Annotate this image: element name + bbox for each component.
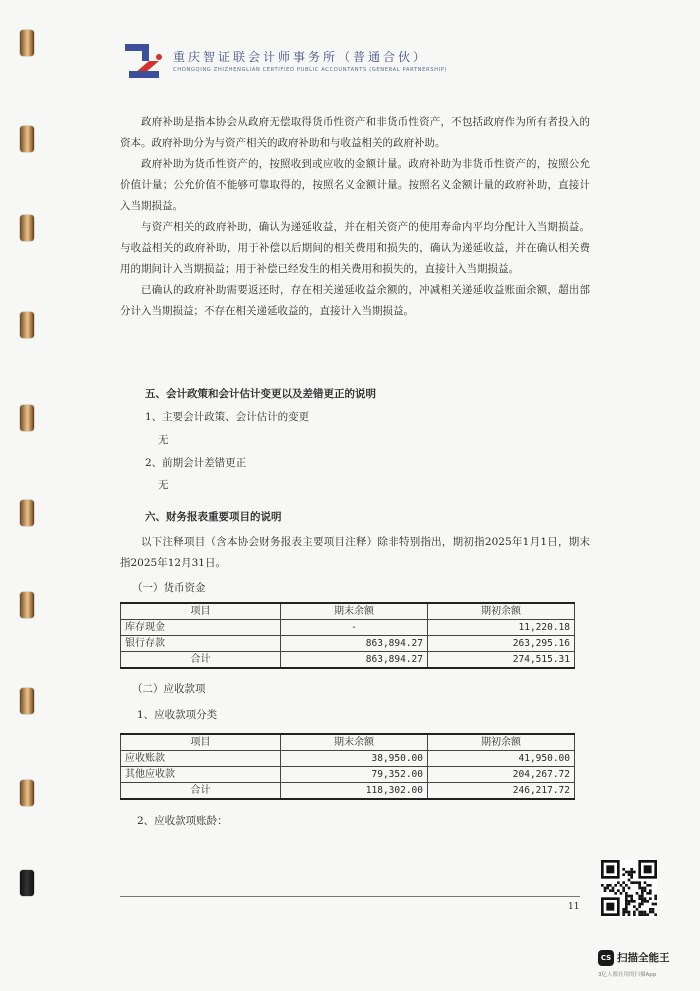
binding-hole	[20, 215, 34, 241]
section-5-item-1: 1、主要会计政策、会计估计的变更	[145, 411, 310, 423]
section-5-item-2: 2、前期会计差错更正	[145, 457, 247, 469]
row-label: 银行存款	[121, 636, 281, 652]
binding-hole	[20, 126, 34, 152]
column-header: 期末余额	[281, 603, 428, 620]
opening-balance-total: 246,217.72	[428, 783, 575, 800]
ending-balance-total: 118,302.00	[281, 783, 428, 800]
firm-logo-icon	[125, 44, 163, 80]
opening-balance-total: 274,515.31	[428, 652, 575, 669]
grant-policy-text	[120, 112, 590, 322]
binding-hole	[20, 500, 34, 526]
section-5-item-1-value: 无	[158, 434, 169, 446]
section-5-item-2-value: 无	[158, 479, 169, 491]
column-header: 期初余额	[428, 603, 575, 620]
cash-title: （一）货币资金	[132, 582, 206, 594]
binding-hole	[20, 592, 34, 618]
column-header: 期末余额	[281, 734, 428, 751]
page-number: 11	[568, 902, 580, 912]
receivables-table	[120, 733, 575, 800]
binding-hole	[20, 780, 34, 806]
ending-balance: -	[281, 620, 428, 636]
column-header: 项目	[121, 603, 281, 620]
qr-code-icon	[601, 860, 657, 918]
receivables-title: （二）应收款项	[132, 683, 206, 695]
letterhead	[125, 42, 485, 82]
binding-hole	[20, 688, 34, 714]
footer-rule	[120, 896, 580, 897]
opening-balance: 11,220.18	[428, 620, 575, 636]
paragraph: 与资产相关的政府补助，确认为递延收益，并在相关资产的使用寿命内平均分配计入当期损益。与收益相关的政府补助，用于补偿以后期间的相关费用和损失的，确认为递延收益，并在确认相关费用的期间计入当期损益；用于补偿已经发生的相关费用和损失的，直接计入当期损益。	[120, 221, 590, 275]
row-label: 其他应收款	[121, 767, 281, 783]
table-row	[121, 767, 575, 783]
table-row	[121, 751, 575, 767]
binding-holes	[14, 0, 44, 991]
receivables-sub-1: 1、应收款项分类	[137, 709, 218, 721]
cash-table	[120, 602, 575, 669]
table-total-row	[121, 652, 575, 669]
scanner-app-name: 扫描全能王	[617, 952, 670, 964]
table-header-row	[121, 734, 575, 751]
opening-balance: 41,950.00	[428, 751, 575, 767]
intro-paragraph: 以下注释项目（含本协会财务报表主要项目注释）除非特别指出，期初指2025年1月1日，期末指2025年12月31日。	[120, 536, 590, 569]
section-6-intro	[120, 532, 590, 574]
ending-balance: 38,950.00	[281, 751, 428, 767]
total-label: 合计	[121, 652, 281, 669]
table-row	[121, 636, 575, 652]
paragraph: 政府补助是指本协会从政府无偿取得货币性资产和非货币性资产，不包括政府作为所有者投入的资本。政府补助分为与资产相关的政府补助和与收益相关的政府补助。	[120, 116, 590, 149]
opening-balance: 263,295.16	[428, 636, 575, 652]
firm-name-en: CHONGQING ZHIZHENGLIAN CERTIFIED PUBLIC ACCOUNTANTS (GENERAL PARTNERSHIP)	[173, 67, 448, 73]
receivables-sub-2: 2、应收款项账龄：	[137, 815, 228, 827]
scanner-app-slogan: 3亿人都在用的扫描App	[598, 972, 657, 978]
paragraph: 已确认的政府补助需要返还时，存在相关递延收益余额的，冲减相关递延收益账面余额，超出部分计入当期损益；不存在相关递延收益的，直接计入当期损益。	[120, 284, 590, 317]
ending-balance-total: 863,894.27	[281, 652, 428, 669]
row-label: 应收账款	[121, 751, 281, 767]
section-5-title: 五、会计政策和会计估计变更以及差错更正的说明	[145, 388, 376, 400]
firm-name-cn: 重庆智证联会计师事务所（普通合伙）	[173, 50, 429, 64]
ending-balance: 79,352.00	[281, 767, 428, 783]
table-row	[121, 620, 575, 636]
column-header: 项目	[121, 734, 281, 751]
row-label: 库存现金	[121, 620, 281, 636]
scanner-app-badge	[598, 948, 690, 980]
binding-hole	[20, 30, 34, 56]
column-header: 期初余额	[428, 734, 575, 751]
ending-balance: 863,894.27	[281, 636, 428, 652]
cs-logo-icon: CS	[598, 950, 614, 966]
paragraph: 政府补助为货币性资产的，按照收到或应收的金额计量。政府补助为非货币性资产的，按照公允价值计量；公允价值不能够可靠取得的，按照名义金额计量。按照名义金额计量的政府补助，直接计入当期损益。	[120, 158, 590, 212]
total-label: 合计	[121, 783, 281, 800]
binding-hole	[20, 405, 34, 431]
section-6-title: 六、财务报表重要项目的说明	[145, 511, 282, 523]
opening-balance: 204,267.72	[428, 767, 575, 783]
binding-hole	[20, 312, 34, 338]
table-header-row	[121, 603, 575, 620]
binding-hole	[20, 870, 34, 896]
table-total-row	[121, 783, 575, 800]
